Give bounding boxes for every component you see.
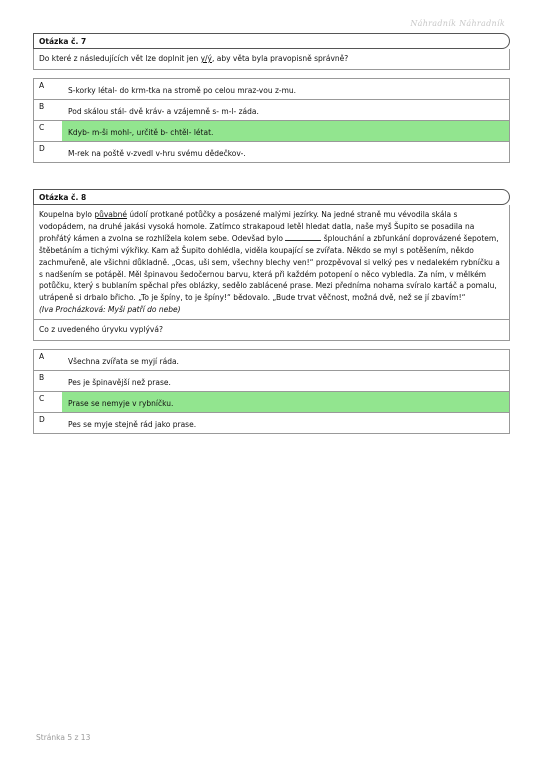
question-8: [33, 189, 510, 434]
question-8-title: Otázka č. 8: [33, 189, 510, 205]
option-letter: A: [39, 352, 45, 362]
option-c-correct[interactable]: [34, 121, 509, 142]
option-b[interactable]: [34, 100, 509, 121]
option-text: Prase se nemyje v rybníčku.: [68, 399, 174, 409]
option-a[interactable]: [34, 79, 509, 100]
option-letter: B: [39, 373, 45, 383]
option-text: Všechna zvířata se myjí ráda.: [68, 357, 179, 367]
question-8-options: [33, 349, 510, 434]
option-b[interactable]: [34, 371, 509, 392]
option-d[interactable]: [34, 413, 509, 434]
option-text: Kdyb- m-ši mohl-, určitě b- chtěl- létat.: [68, 128, 214, 137]
prompt-underlined: y/ý: [200, 54, 212, 63]
option-text: Pes je špinavější než prase.: [68, 378, 171, 388]
question-7: [33, 33, 510, 163]
passage-blank: [285, 232, 321, 241]
question-8-body: [33, 205, 510, 341]
prompt-text: , aby věta byla pravopisně správně?: [211, 54, 349, 63]
option-d[interactable]: [34, 142, 509, 163]
question-7-title: Otázka č. 7: [33, 33, 510, 49]
passage-text: údolí protkané potůčky a posázené malými jezírky. Na jedné straně mu vévodila skála s vodopádem, na druhé jakási vysoká homole. Zatímco strakapoud letěl hledat datla, naše myš Šupito se posadila na prohřátý kámen a zvolna se rozhlížela kolem sebe. Odevšad bylo: [39, 210, 475, 244]
option-letter: D: [39, 415, 45, 425]
option-text: M-rek na poště v-zvedl v-hru svému dědečkov-.: [68, 149, 246, 158]
option-letter: C: [34, 121, 62, 141]
passage-text: šplouchání a zbľunkání doprovázené šepotem, štěbetáním a tichými výkřiky. Kam až Šupito dohlédla, viděla koupající se zvířata. Někdo se myl s potěšením, někdo zachmuřeně, ale všichni důkladně. „Ocas, uši sem, všechny blechy ven!“ prozpěvoval si velký pes v nedalekém rybníčku a s nadšením se potápěl. Měl špinavou šedočernou barvu, která při každém potopení o něco vybledla. Za ním, v mělkém potůčku, který s bublaním spěchal přes oblázky, sedělo zablácené prase. Mezi předníma nohama svíralo kartáč a pomalu, utrápeně si drbalo břicho. „To je špíny, to je špíny!“ bědovalo. „Bude trvat věčnost, možná dvě, než se jí zbavím!“: [39, 234, 500, 302]
header-watermark: Náhradník Náhradník: [410, 19, 505, 28]
option-letter: C: [34, 392, 62, 412]
reading-passage: [34, 205, 509, 320]
option-a[interactable]: [34, 350, 509, 371]
page-number: Stránka 5 z 13: [36, 733, 91, 742]
question-7-body: [33, 49, 510, 70]
option-text: S-korky létal- do krm-tka na stromě po celou mraz-vou z-mu.: [68, 86, 297, 95]
passage-underlined: půvabné: [94, 210, 128, 219]
option-text: Pes se myje stejně rád jako prase.: [68, 420, 197, 430]
question-7-options: [33, 78, 510, 163]
option-text: Pod skálou stál- dvě kráv- a vzájemně s- m-l- záda.: [68, 107, 259, 116]
option-c-correct[interactable]: [34, 392, 509, 413]
passage-source: (Iva Procházková: Myši patří do nebe): [39, 304, 181, 314]
option-letter: D: [39, 144, 45, 153]
prompt-text: Do které z následujících vět lze doplnit jen: [39, 54, 201, 63]
option-letter: A: [39, 81, 45, 90]
question-7-prompt: [34, 49, 509, 70]
question-8-prompt: Co z uvedeného úryvku vyplývá?: [34, 320, 509, 341]
passage-text: Koupelna bylo: [39, 210, 95, 219]
option-letter: B: [39, 102, 45, 111]
